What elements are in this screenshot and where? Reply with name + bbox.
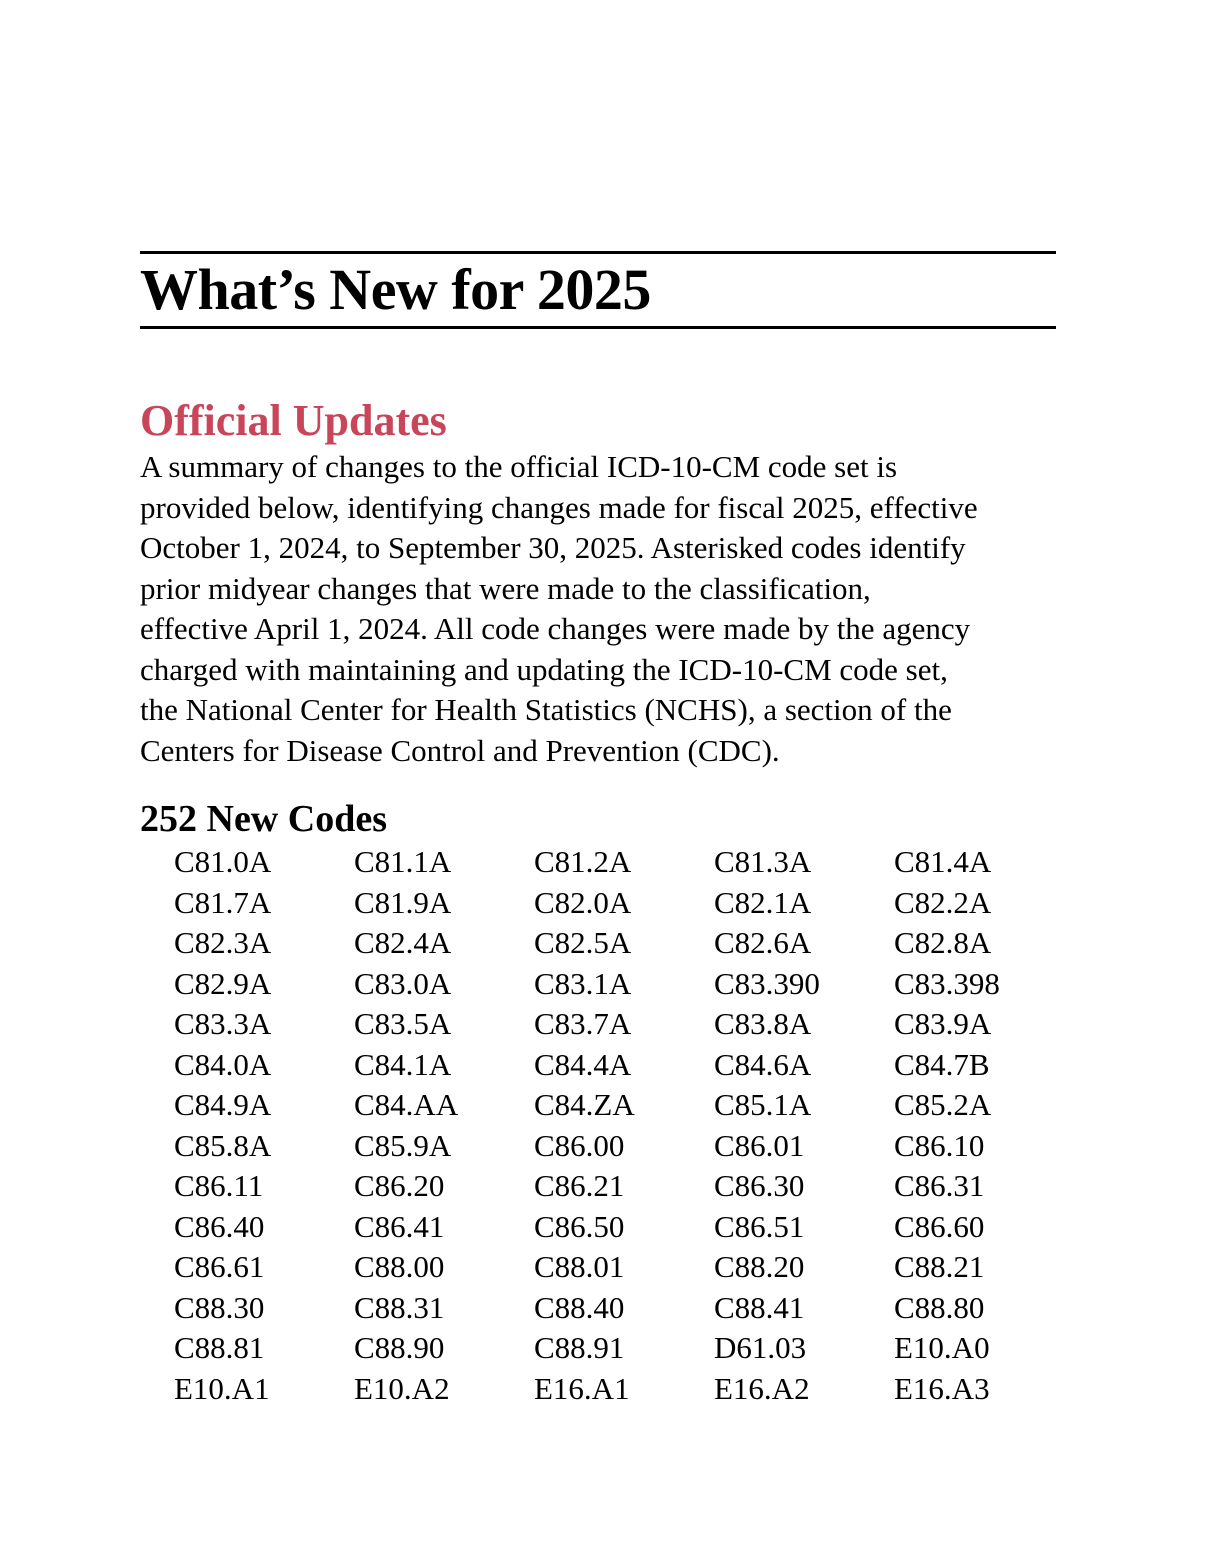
code-cell: C83.5A — [354, 1006, 452, 1041]
summary-line: the National Center for Health Statistics (NCHS), a section of the — [140, 692, 952, 727]
code-cell: C86.20 — [354, 1168, 445, 1203]
code-cell: C86.40 — [174, 1208, 265, 1244]
code-cell: C83.1A — [534, 965, 632, 1001]
code-cell: E16.A2 — [714, 1370, 810, 1406]
code-cell: C88.31 — [354, 1289, 445, 1325]
section-heading-official-updates: Official Updates — [140, 396, 447, 445]
code-cell: E16.A1 — [534, 1370, 630, 1406]
code-cell: C81.4A — [894, 844, 992, 879]
code-cell: C82.8A — [894, 925, 992, 960]
code-cell: C84.6A — [714, 1046, 812, 1082]
code-cell: C84.AA — [354, 1087, 459, 1122]
code-cell: C88.01 — [534, 1249, 625, 1284]
code-cell: C83.7A — [534, 1006, 632, 1041]
code-cell: C84.4A — [534, 1046, 632, 1082]
code-cell: C84.0A — [174, 1046, 272, 1082]
summary-line: provided below, identifying changes made for fiscal 2025, effective — [140, 489, 978, 525]
code-cell: C82.5A — [534, 925, 632, 960]
page-title: What’s New for 2025 — [140, 257, 651, 322]
code-cell: C85.8A — [174, 1127, 272, 1163]
code-cell: C81.2A — [534, 844, 632, 879]
code-cell: C86.11 — [174, 1168, 264, 1203]
code-cell: C81.7A — [174, 884, 272, 920]
code-cell: C81.1A — [354, 844, 452, 879]
code-cell: C88.90 — [354, 1330, 445, 1365]
code-cell: C83.8A — [714, 1006, 812, 1041]
summary-line: October 1, 2024, to September 30, 2025. Asterisked codes identify — [140, 530, 966, 565]
code-cell: C84.1A — [354, 1046, 452, 1082]
summary-line: prior midyear changes that were made to the classification, — [140, 570, 871, 606]
new-codes-grid — [174, 842, 1056, 1409]
code-cell: C88.20 — [714, 1249, 805, 1284]
code-cell: C86.30 — [714, 1168, 805, 1203]
code-cell: C88.41 — [714, 1289, 805, 1325]
code-cell: E16.A3 — [894, 1370, 990, 1406]
code-cell: D61.03 — [714, 1330, 807, 1365]
code-cell: C88.40 — [534, 1289, 625, 1325]
code-cell: C88.91 — [534, 1330, 625, 1365]
code-cell: C85.9A — [354, 1127, 452, 1163]
code-cell: C86.01 — [714, 1127, 805, 1163]
code-cell: E10.A1 — [174, 1370, 270, 1406]
code-cell: C86.31 — [894, 1168, 985, 1203]
section-heading-new-codes: 252 New Codes — [140, 798, 387, 840]
code-cell: C88.81 — [174, 1330, 265, 1365]
code-cell: C83.390 — [714, 965, 820, 1001]
summary-line: A summary of changes to the official ICD-10-CM code set is — [140, 449, 898, 484]
code-cell: C81.0A — [174, 844, 272, 879]
code-cell: C82.6A — [714, 925, 812, 960]
code-cell: C82.2A — [894, 884, 992, 920]
code-cell: C82.1A — [714, 884, 812, 920]
code-cell: C82.3A — [174, 925, 272, 960]
summary-paragraph — [140, 447, 1056, 771]
code-cell: E10.A0 — [894, 1330, 990, 1365]
code-cell: C86.21 — [534, 1168, 625, 1203]
summary-line: charged with maintaining and updating the ICD-10-CM code set, — [140, 651, 948, 687]
summary-line: Centers for Disease Control and Prevention (CDC). — [140, 732, 780, 768]
code-cell: C88.21 — [894, 1249, 985, 1284]
code-cell: C86.10 — [894, 1127, 985, 1163]
code-cell: C84.7B — [894, 1046, 990, 1082]
document-page — [140, 251, 1056, 1409]
code-cell: C86.61 — [174, 1249, 265, 1284]
code-cell: C81.3A — [714, 844, 812, 879]
code-cell: C88.30 — [174, 1289, 265, 1325]
code-cell: C83.9A — [894, 1006, 992, 1041]
code-cell: C83.3A — [174, 1006, 272, 1041]
code-cell: E10.A2 — [354, 1370, 450, 1406]
code-cell: C81.9A — [354, 884, 452, 920]
code-cell: C82.4A — [354, 925, 452, 960]
code-cell: C84.ZA — [534, 1087, 635, 1122]
code-cell: C83.398 — [894, 965, 1000, 1001]
code-cell: C85.1A — [714, 1087, 812, 1122]
code-cell: C86.51 — [714, 1208, 805, 1244]
code-cell: C82.0A — [534, 884, 632, 920]
code-cell: C85.2A — [894, 1087, 992, 1122]
title-bottom-rule — [140, 326, 1056, 329]
code-cell: C83.0A — [354, 965, 452, 1001]
code-cell: C86.00 — [534, 1127, 625, 1163]
code-cell: C82.9A — [174, 965, 272, 1001]
code-cell: C86.60 — [894, 1208, 985, 1244]
summary-line: effective April 1, 2024. All code changes were made by the agency — [140, 611, 971, 646]
code-cell: C84.9A — [174, 1087, 272, 1122]
code-cell: C88.00 — [354, 1249, 445, 1284]
code-cell: C88.80 — [894, 1289, 985, 1325]
code-cell: C86.50 — [534, 1208, 625, 1244]
code-cell: C86.41 — [354, 1208, 445, 1244]
